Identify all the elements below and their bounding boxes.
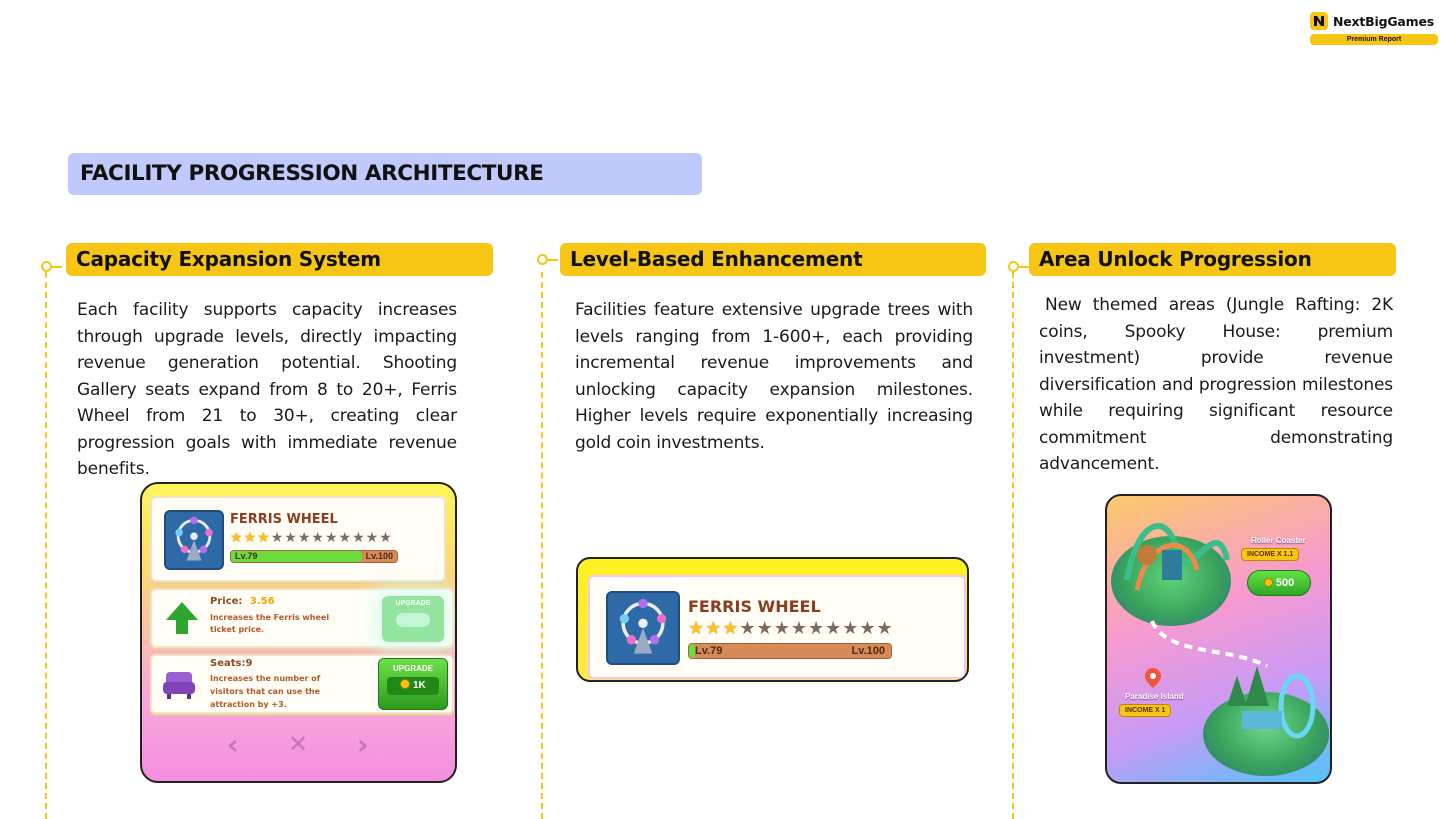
price-value: 3.56 (249, 596, 275, 607)
star-empty-icon: ★ (825, 618, 842, 638)
star-empty-icon: ★ (379, 529, 392, 545)
timeline-dot-2 (537, 254, 548, 265)
star-filled-icon: ★ (257, 529, 270, 545)
brand-logo-icon (1310, 12, 1328, 30)
star-filled-icon: ★ (688, 618, 705, 638)
section-body-level: Facilities feature extensive upgrade trees with levels ranging from 1-600+, each providing incremental revenue improvements and unlocking capacity expansion milestones. Higher levels require exponentially increasing gold coin investments. (575, 300, 973, 453)
facility-level-panel (588, 575, 966, 679)
area2-income-badge: INCOME X 1 (1119, 704, 1171, 717)
paradise-island-illustration (1207, 656, 1327, 756)
star-empty-icon: ★ (859, 618, 876, 638)
area1-unlock-button[interactable] (1247, 570, 1311, 596)
coin-icon (400, 679, 410, 689)
timeline-line-3 (1012, 272, 1014, 819)
level-progress-bar (230, 550, 398, 563)
seat-icon (162, 668, 196, 700)
timeline-connector-1 (52, 266, 62, 268)
roller-coaster-illustration (1117, 500, 1237, 600)
price-description: Increases the Ferris wheel ticket price. (210, 613, 330, 634)
level-progress-bar-large (688, 643, 892, 659)
prev-arrow-icon[interactable]: ‹ (227, 728, 239, 761)
seats-upgrade-button[interactable] (378, 658, 448, 710)
price-label: Price: (210, 596, 243, 607)
star-empty-icon: ★ (739, 618, 756, 638)
timeline-line-2 (541, 272, 543, 819)
star-empty-icon: ★ (790, 618, 807, 638)
price-upgrade-row (150, 588, 454, 648)
close-icon[interactable]: ✕ (288, 730, 309, 758)
area1-income-badge: INCOME X 1.1 (1241, 548, 1299, 561)
star-filled-icon: ★ (722, 618, 739, 638)
level-current-large: Lv.79 (695, 645, 723, 657)
section-title-level: Level-Based Enhancement (560, 243, 986, 276)
star-filled-icon: ★ (230, 529, 243, 545)
star-empty-icon: ★ (756, 618, 773, 638)
area2-name: Paradise Island (1125, 692, 1184, 701)
timeline-connector-2 (548, 259, 558, 261)
price-upgrade-label: UPGRADE (395, 600, 431, 607)
location-pin-icon (1145, 668, 1161, 688)
area1-price: 500 (1275, 577, 1295, 589)
coin-icon (1264, 578, 1273, 587)
star-empty-icon: ★ (876, 618, 893, 638)
seats-upgrade-label: UPGRADE (392, 664, 433, 673)
section-title-capacity: Capacity Expansion System (66, 243, 493, 276)
brand (1310, 12, 1438, 45)
page-title: FACILITY PROGRESSION ARCHITECTURE (68, 153, 702, 195)
level-max-large: Lv.100 (851, 645, 885, 657)
star-empty-icon: ★ (807, 618, 825, 638)
star-filled-icon: ★ (705, 618, 722, 638)
star-rating-large (688, 619, 893, 637)
star-empty-icon: ★ (338, 529, 352, 545)
star-empty-icon: ★ (842, 618, 859, 638)
timeline-dot-1 (41, 261, 52, 272)
star-empty-icon: ★ (352, 529, 365, 545)
timeline-connector-3 (1019, 266, 1029, 268)
seats-description: Increases the number of visitors that can use the attraction by +3. (210, 674, 321, 709)
brand-name: NextBigGames (1333, 13, 1434, 29)
area1-name: Roller Coaster (1251, 536, 1306, 545)
seats-upgrade-row (150, 654, 454, 714)
timeline-dot-3 (1008, 261, 1019, 272)
ferris-wheel-icon (164, 510, 224, 570)
arrow-up-icon (164, 600, 200, 636)
area-map-screenshot (1105, 494, 1332, 784)
facility-name: FERRIS WHEEL (230, 512, 338, 527)
star-empty-icon: ★ (773, 618, 790, 638)
seats-upgrade-cost (387, 677, 439, 695)
seats-cost-value: 1K (412, 680, 426, 691)
next-arrow-icon[interactable]: › (357, 728, 369, 761)
section-title-area: Area Unlock Progression (1029, 243, 1396, 276)
price-upgrade-button[interactable] (382, 596, 444, 642)
ferris-wheel-level-screenshot (576, 557, 969, 682)
timeline-line-1 (45, 272, 47, 819)
star-rating (230, 530, 392, 544)
star-empty-icon: ★ (311, 529, 324, 545)
level-current: Lv.79 (235, 551, 258, 561)
seats-label: Seats:9 (210, 658, 253, 669)
level-max: Lv.100 (365, 551, 393, 561)
star-empty-icon: ★ (365, 529, 379, 545)
facility-header-panel (150, 496, 446, 582)
star-empty-icon: ★ (297, 529, 311, 545)
star-empty-icon: ★ (270, 529, 284, 545)
section-body-area: New themed areas (Jungle Rafting: 2K coins, Spooky House: premium investment) provide revenue diversification and progression milestones while requiring significant resource commitment demonstrating advancement. (1039, 295, 1393, 474)
section-body-capacity: Each facility supports capacity increases through upgrade levels, directly impacting revenue generation potential. Shooting Gallery seats expand from 8 to 20+, Ferris Wheel from 21 to 30+, creating clear progression goals with immediate revenue benefits. (77, 300, 457, 479)
star-filled-icon: ★ (243, 529, 257, 545)
price-label-row (210, 596, 275, 607)
ferris-wheel-upgrade-screenshot (140, 482, 457, 783)
facility-name-large: FERRIS WHEEL (688, 597, 821, 616)
star-empty-icon: ★ (284, 529, 297, 545)
price-upgrade-cost-pill (396, 613, 430, 627)
star-empty-icon: ★ (324, 529, 338, 545)
premium-badge: Premium Report (1310, 34, 1438, 45)
ferris-wheel-icon-large (606, 591, 680, 665)
